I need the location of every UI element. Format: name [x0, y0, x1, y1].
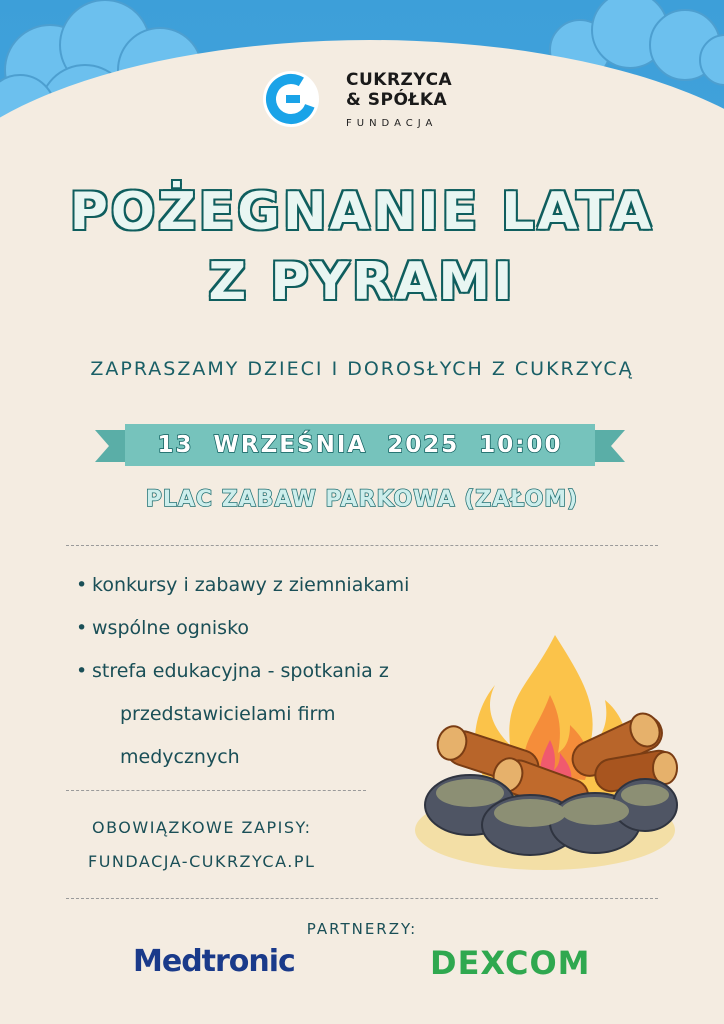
divider — [66, 898, 658, 899]
list-item: • strefa edukacyjna - spotkania z przedstawicielami firm medycznych — [76, 650, 496, 779]
campfire-icon — [410, 625, 680, 875]
c-circle-logo-icon — [262, 70, 320, 128]
partner-medtronic-logo: Medtronic — [133, 944, 295, 979]
logo-subtitle: FUNDACJA — [346, 118, 438, 129]
event-place: PLAC ZABAW PARKOWA (ZAŁOM) — [145, 487, 579, 512]
partners-label: PARTNERZY: — [306, 920, 418, 938]
invitation-text: ZAPRASZAMY DZIECI I DOROSŁYCH Z CUKRZYCĄ — [90, 358, 634, 380]
logo-name — [346, 70, 452, 110]
date-time — [95, 420, 625, 470]
title-line2: Z PYRAMI — [208, 252, 516, 312]
list-item-continuation: medycznych — [120, 746, 240, 768]
title-line1: POŻEGNANIE LATA — [69, 182, 655, 242]
registration-url[interactable]: FUNDACJA-CUKRZYCA.PL — [88, 852, 316, 871]
registration-label: OBOWIĄZKOWE ZAPISY: — [92, 818, 312, 837]
event-date: 13 WRZEŚNIA 2025 — [157, 432, 460, 458]
partner-dexcom-logo: DEXCOM — [430, 944, 591, 982]
logo-line2: & SPÓŁKA — [346, 90, 448, 110]
list-item-continuation: przedstawicielami firm — [120, 703, 336, 725]
event-time: 10:00 — [479, 432, 563, 458]
divider — [66, 790, 366, 791]
list-item: • konkursy i zabawy z ziemniakami — [76, 564, 496, 607]
divider — [66, 545, 658, 546]
foundation-logo — [262, 64, 482, 134]
list-item: • wspólne ognisko — [76, 607, 496, 650]
logo-line1: CUKRZYCA — [346, 70, 453, 90]
